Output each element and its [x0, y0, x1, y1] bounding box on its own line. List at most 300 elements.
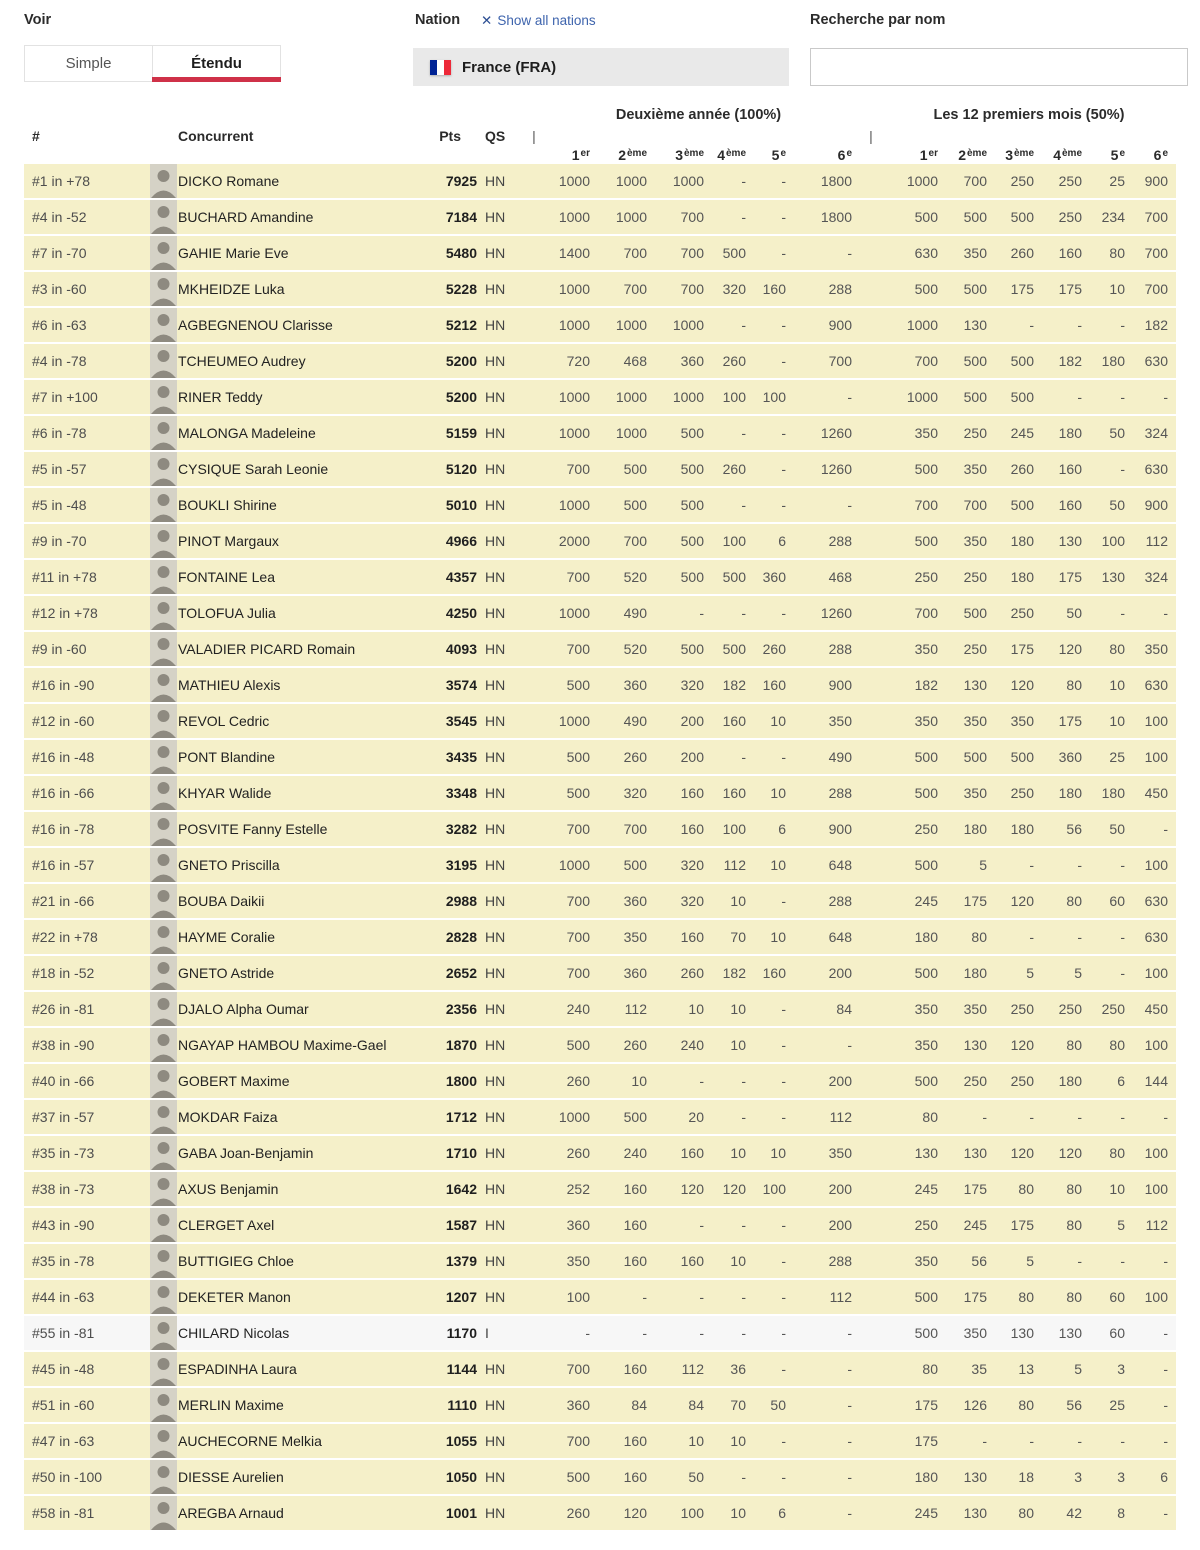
athlete-photo[interactable]	[150, 164, 177, 198]
first-12-months-result: 180	[963, 965, 987, 981]
athlete-rank: #16 in -90	[32, 677, 95, 693]
first-12-months-result: 130	[963, 1505, 987, 1521]
athlete-rank: #21 in -66	[32, 893, 95, 909]
first-12-months-result: -	[1077, 317, 1082, 333]
second-year-result: -	[781, 1361, 786, 1377]
second-year-result: 100	[762, 389, 786, 405]
athlete-photo[interactable]	[150, 884, 177, 918]
first-12-months-result: 250	[1010, 1073, 1034, 1089]
points-value: 5212	[445, 317, 477, 333]
table-row[interactable]	[24, 848, 1176, 882]
athlete-name[interactable]: DEKETER Manon	[178, 1289, 291, 1305]
first-12-months-result: 80	[1066, 1289, 1082, 1305]
qs-value: HN	[485, 425, 506, 441]
table-row[interactable]	[24, 1028, 1176, 1062]
first-12-months-result: 350	[1144, 641, 1168, 657]
first-12-months-result: 35	[971, 1361, 987, 1377]
points-value: 4357	[445, 569, 477, 585]
first-12-months-result: 175	[1058, 281, 1082, 297]
second-year-result: -	[781, 461, 786, 477]
athlete-name[interactable]: DICKO Romane	[178, 173, 280, 189]
table-row[interactable]	[24, 308, 1176, 342]
points-value: 3435	[445, 749, 477, 765]
table-row[interactable]	[24, 344, 1176, 378]
first-12-months-result: 630	[1144, 461, 1168, 477]
filter-bar	[0, 0, 1200, 104]
athlete-rank: #6 in -78	[32, 425, 87, 441]
table-row[interactable]	[24, 1244, 1176, 1278]
table-row[interactable]	[24, 920, 1176, 954]
first-12-months-result: 350	[914, 1253, 938, 1269]
first-12-months-result: 260	[1010, 245, 1034, 261]
athlete-photo[interactable]	[150, 1136, 177, 1170]
second-year-result: 260	[623, 749, 647, 765]
athlete-name[interactable]: CHILARD Nicolas	[178, 1325, 290, 1341]
second-year-result: 1000	[615, 173, 647, 189]
athlete-photo[interactable]	[150, 1316, 177, 1350]
table-row[interactable]	[24, 416, 1176, 450]
athlete-name[interactable]: BOUBA Daikii	[178, 893, 265, 909]
athlete-photo[interactable]	[150, 992, 177, 1026]
column-header-pts: Pts	[439, 127, 461, 144]
second-year-result: 1800	[820, 209, 852, 225]
first-12-months-result: -	[1163, 1325, 1168, 1341]
first-12-months-result: -	[1077, 1109, 1082, 1125]
second-year-result: 6	[778, 821, 786, 837]
second-year-result: 700	[623, 821, 647, 837]
second-year-result: 10	[770, 1145, 786, 1161]
table-row[interactable]	[24, 1136, 1176, 1170]
first-12-months-result: 50	[1109, 821, 1125, 837]
second-year-result: 240	[680, 1037, 704, 1053]
athlete-photo[interactable]	[150, 344, 177, 378]
first-12-months-result: 80	[1109, 641, 1125, 657]
second-year-result: -	[781, 605, 786, 621]
second-year-result: 1000	[558, 605, 590, 621]
athlete-rank: #5 in -57	[32, 461, 87, 477]
athlete-photo[interactable]	[150, 848, 177, 882]
second-year-result: 1260	[820, 425, 852, 441]
table-row[interactable]	[24, 236, 1176, 270]
group-header-first-12-months: Les 12 premiers mois (50%)	[933, 107, 1125, 123]
second-year-result: 468	[623, 353, 647, 369]
first-12-months-result: 245	[914, 1181, 938, 1197]
athlete-name[interactable]: MATHIEU Alexis	[178, 677, 281, 693]
first-12-months-result: 80	[922, 1109, 938, 1125]
points-value: 1587	[445, 1217, 477, 1233]
points-value: 3195	[445, 857, 477, 873]
table-row[interactable]	[24, 524, 1176, 558]
qs-value: HN	[485, 461, 506, 477]
second-year-result: 1000	[615, 209, 647, 225]
points-value: 1710	[445, 1145, 477, 1161]
athlete-photo[interactable]	[150, 452, 177, 486]
first-12-months-result: 700	[914, 353, 938, 369]
second-year-result: 360	[566, 1217, 590, 1233]
athlete-name[interactable]: REVOL Cedric	[178, 713, 270, 729]
show-all-nations-link[interactable]	[481, 13, 596, 29]
second-year-result: 100	[722, 533, 746, 549]
second-year-result: -	[741, 1325, 746, 1341]
second-year-result: -	[699, 1325, 704, 1341]
first-12-months-result: 500	[914, 1325, 938, 1341]
second-year-result: 1000	[558, 857, 590, 873]
second-year-result: 160	[623, 1217, 647, 1233]
qs-value: HN	[485, 1181, 506, 1197]
athlete-rank: #22 in +78	[32, 929, 98, 945]
athlete-photo[interactable]	[150, 1172, 177, 1206]
athlete-name[interactable]: AREGBA Arnaud	[178, 1505, 284, 1521]
athlete-photo[interactable]	[150, 1064, 177, 1098]
athlete-name[interactable]: TOLOFUA Julia	[178, 605, 276, 621]
athlete-name[interactable]: POSVITE Fanny Estelle	[178, 821, 328, 837]
second-year-result: -	[699, 605, 704, 621]
athlete-name[interactable]: HAYME Coralie	[178, 929, 275, 945]
second-year-result: 160	[623, 1433, 647, 1449]
second-year-result: 260	[623, 1037, 647, 1053]
athlete-name[interactable]: DIESSE Aurelien	[178, 1469, 284, 1485]
athlete-name[interactable]: MOKDAR Faiza	[178, 1109, 278, 1125]
tab-etendu[interactable]: Étendu	[153, 45, 281, 82]
second-year-result: 320	[680, 677, 704, 693]
athlete-rank: #16 in -48	[32, 749, 95, 765]
second-year-result: 1000	[558, 209, 590, 225]
table-row[interactable]	[24, 1064, 1176, 1098]
first-12-months-result: -	[1077, 857, 1082, 873]
athlete-name[interactable]: VALADIER PICARD Romain	[178, 641, 356, 657]
athlete-rank: #16 in -66	[32, 785, 95, 801]
athlete-rank: #11 in +78	[32, 569, 97, 585]
second-year-result: 100	[566, 1289, 590, 1305]
table-row[interactable]	[24, 1388, 1176, 1422]
athlete-name[interactable]: NGAYAP HAMBOU Maxime-Gael	[178, 1037, 387, 1053]
first-12-months-result: 175	[1010, 641, 1034, 657]
table-row[interactable]	[24, 200, 1176, 234]
first-12-months-result: 10	[1109, 713, 1125, 729]
table-row[interactable]	[24, 1352, 1176, 1386]
athlete-photo[interactable]	[150, 812, 177, 846]
first-12-months-result: 245	[914, 893, 938, 909]
first-12-months-result: 180	[1058, 785, 1082, 801]
second-year-result: 700	[566, 965, 590, 981]
nation-selector[interactable]	[413, 48, 789, 86]
athlete-photo[interactable]	[150, 272, 177, 306]
table-row[interactable]	[24, 1316, 1176, 1350]
first-12-months-result: 3	[1117, 1469, 1125, 1485]
athlete-name[interactable]: AXUS Benjamin	[178, 1181, 279, 1197]
second-year-result: 700	[566, 821, 590, 837]
table-row[interactable]	[24, 1100, 1176, 1134]
second-year-result: 900	[828, 821, 852, 837]
athlete-photo[interactable]	[150, 1208, 177, 1242]
second-year-result: 700	[680, 245, 704, 261]
second-year-result: 520	[623, 569, 647, 585]
athlete-name[interactable]: BOUKLI Shirine	[178, 497, 277, 513]
points-value: 4966	[445, 533, 477, 549]
points-value: 1001	[445, 1505, 477, 1521]
qs-value: I	[485, 1325, 489, 1341]
table-row[interactable]	[24, 452, 1176, 486]
athlete-photo[interactable]	[150, 740, 177, 774]
second-year-result: -	[642, 1289, 647, 1305]
first-12-months-result: 250	[1010, 605, 1034, 621]
first-12-months-result: 175	[963, 893, 987, 909]
athlete-name[interactable]: FONTAINE Lea	[178, 569, 275, 585]
search-input[interactable]	[810, 48, 1188, 86]
first-12-months-result: 130	[1058, 533, 1082, 549]
second-year-result: -	[781, 245, 786, 261]
athlete-name[interactable]: KHYAR Walide	[178, 785, 272, 801]
second-year-result: 500	[566, 785, 590, 801]
athlete-photo[interactable]	[150, 956, 177, 990]
points-value: 5200	[445, 353, 477, 369]
athlete-photo[interactable]	[150, 1100, 177, 1134]
athlete-rank: #58 in -81	[32, 1505, 95, 1521]
athlete-name[interactable]: GOBERT Maxime	[178, 1073, 290, 1089]
first-12-months-result: 250	[963, 641, 987, 657]
second-year-result: -	[781, 1289, 786, 1305]
athlete-photo[interactable]	[150, 524, 177, 558]
first-12-months-result: 182	[1058, 353, 1082, 369]
table-row[interactable]	[24, 884, 1176, 918]
second-year-result: 160	[623, 1469, 647, 1485]
first-12-months-result: 25	[1109, 749, 1125, 765]
qs-value: HN	[485, 209, 506, 225]
athlete-name[interactable]: GAHIE Marie Eve	[178, 245, 289, 261]
second-year-result: 84	[836, 1001, 852, 1017]
tab-simple[interactable]: Simple	[24, 45, 153, 82]
first-12-months-result: 180	[1010, 569, 1034, 585]
table-row[interactable]	[24, 1424, 1176, 1458]
first-12-months-result: 500	[914, 965, 938, 981]
athlete-photo[interactable]	[150, 1028, 177, 1062]
athlete-name[interactable]: ESPADINHA Laura	[178, 1361, 297, 1377]
athlete-photo[interactable]	[150, 632, 177, 666]
athlete-name[interactable]: MKHEIDZE Luka	[178, 281, 285, 297]
athlete-name[interactable]: BUCHARD Amandine	[178, 209, 314, 225]
table-row[interactable]	[24, 1208, 1176, 1242]
second-year-result: -	[781, 1109, 786, 1125]
second-year-result: 700	[566, 1361, 590, 1377]
second-year-result: -	[847, 389, 852, 405]
table-row[interactable]	[24, 380, 1176, 414]
points-value: 7925	[445, 173, 477, 189]
points-value: 3545	[445, 713, 477, 729]
table-row[interactable]	[24, 560, 1176, 594]
first-12-months-result: 80	[1109, 1037, 1125, 1053]
first-12-months-result: 175	[1058, 569, 1082, 585]
qs-value: HN	[485, 1397, 506, 1413]
table-row[interactable]	[24, 668, 1176, 702]
table-row[interactable]	[24, 740, 1176, 774]
first-12-months-result: 500	[963, 353, 987, 369]
athlete-name[interactable]: AGBEGNENOU Clarisse	[178, 317, 333, 333]
athlete-name[interactable]: GABA Joan-Benjamin	[178, 1145, 314, 1161]
first-12-months-result: 42	[1066, 1505, 1082, 1521]
athlete-rank: #47 in -63	[32, 1433, 95, 1449]
first-12-months-result: 80	[1018, 1289, 1034, 1305]
first-12-months-result: 130	[914, 1145, 938, 1161]
second-year-result: 10	[688, 1001, 704, 1017]
first-12-months-result: 100	[1101, 533, 1125, 549]
table-row[interactable]	[24, 488, 1176, 522]
second-year-result: 10	[770, 857, 786, 873]
qs-value: HN	[485, 749, 506, 765]
table-row[interactable]	[24, 776, 1176, 810]
table-row[interactable]	[24, 1280, 1176, 1314]
second-year-result: 700	[623, 533, 647, 549]
table-row[interactable]	[24, 1460, 1176, 1494]
qs-value: HN	[485, 1037, 506, 1053]
first-12-months-result: 25	[1109, 173, 1125, 189]
athlete-photo[interactable]	[150, 1280, 177, 1314]
points-value: 1055	[445, 1433, 477, 1449]
second-year-result: 490	[623, 713, 647, 729]
athlete-rank: #35 in -78	[32, 1253, 95, 1269]
athlete-photo[interactable]	[150, 560, 177, 594]
second-year-result: -	[781, 1253, 786, 1269]
first-12-months-result: 324	[1144, 425, 1168, 441]
athlete-photo[interactable]	[150, 776, 177, 810]
athlete-rank: #6 in -63	[32, 317, 87, 333]
second-year-result: -	[781, 317, 786, 333]
table-row[interactable]	[24, 632, 1176, 666]
athlete-name[interactable]: MERLIN Maxime	[178, 1397, 284, 1413]
second-year-result: 50	[688, 1469, 704, 1485]
second-year-result: 240	[566, 1001, 590, 1017]
qs-value: HN	[485, 533, 506, 549]
athlete-photo[interactable]	[150, 416, 177, 450]
points-value: 2988	[445, 893, 477, 909]
athlete-name[interactable]: MALONGA Madeleine	[178, 425, 316, 441]
second-year-result: 160	[680, 1253, 704, 1269]
athlete-photo[interactable]	[150, 1424, 177, 1458]
athlete-photo[interactable]	[150, 308, 177, 342]
qs-value: HN	[485, 1433, 506, 1449]
athlete-photo[interactable]	[150, 1496, 177, 1530]
second-year-result: 500	[680, 569, 704, 585]
first-12-months-result: 250	[1101, 1001, 1125, 1017]
qs-value: HN	[485, 821, 506, 837]
qs-value: HN	[485, 389, 506, 405]
second-year-result: -	[741, 1109, 746, 1125]
second-year-result: 500	[680, 497, 704, 513]
first-12-months-result: 350	[963, 1325, 987, 1341]
second-year-result: 720	[566, 353, 590, 369]
athlete-name[interactable]: GNETO Astride	[178, 965, 275, 981]
athlete-photo[interactable]	[150, 380, 177, 414]
athlete-name[interactable]: CYSIQUE Sarah Leonie	[178, 461, 329, 477]
table-row[interactable]	[24, 956, 1176, 990]
athlete-rank: #4 in -78	[32, 353, 87, 369]
second-year-result: 1000	[558, 1109, 590, 1125]
athlete-photo[interactable]	[150, 668, 177, 702]
first-12-months-result: 245	[1010, 425, 1034, 441]
second-year-result: 260	[722, 461, 746, 477]
athlete-name[interactable]: RINER Teddy	[178, 389, 263, 405]
first-12-months-result: 13	[1018, 1361, 1034, 1377]
athlete-photo[interactable]	[150, 200, 177, 234]
athlete-name[interactable]: PONT Blandine	[178, 749, 276, 765]
first-12-months-result: 5	[979, 857, 987, 873]
column-header-year-1er: 1er	[571, 146, 590, 163]
athlete-name[interactable]: PINOT Margaux	[178, 533, 279, 549]
athlete-name[interactable]: GNETO Priscilla	[178, 857, 280, 873]
first-12-months-result: 250	[1010, 1001, 1034, 1017]
athlete-photo[interactable]	[150, 488, 177, 522]
athlete-photo[interactable]	[150, 1460, 177, 1494]
table-row[interactable]	[24, 596, 1176, 630]
table-row[interactable]	[24, 1496, 1176, 1530]
qs-value: HN	[485, 965, 506, 981]
first-12-months-result: 130	[1058, 1325, 1082, 1341]
athlete-name[interactable]: TCHEUMEO Audrey	[178, 353, 306, 369]
first-12-months-result: 630	[1144, 353, 1168, 369]
athlete-photo[interactable]	[150, 596, 177, 630]
second-year-result: -	[781, 209, 786, 225]
first-12-months-result: 1000	[906, 389, 938, 405]
first-12-months-result: 500	[914, 281, 938, 297]
first-12-months-result: 120	[1010, 1145, 1034, 1161]
second-year-result: 700	[566, 569, 590, 585]
second-year-result: -	[699, 1289, 704, 1305]
athlete-photo[interactable]	[150, 1352, 177, 1386]
second-year-result: -	[741, 605, 746, 621]
first-12-months-result: 80	[922, 1361, 938, 1377]
athlete-rank: #38 in -90	[32, 1037, 95, 1053]
second-year-result: 500	[680, 425, 704, 441]
second-year-result: 1000	[558, 497, 590, 513]
nation-selected-label: France (FRA)	[462, 58, 557, 76]
first-12-months-result: 5	[1117, 1217, 1125, 1233]
first-12-months-result: 80	[1109, 1145, 1125, 1161]
points-value: 5480	[445, 245, 477, 261]
athlete-name[interactable]: AUCHECORNE Melkia	[178, 1433, 322, 1449]
athlete-photo[interactable]	[150, 236, 177, 270]
second-year-result: 100	[722, 389, 746, 405]
table-row[interactable]	[24, 812, 1176, 846]
athlete-photo[interactable]	[150, 1388, 177, 1422]
points-value: 1800	[445, 1073, 477, 1089]
qs-value: HN	[485, 605, 506, 621]
second-year-result: 10	[730, 1037, 746, 1053]
table-row[interactable]	[24, 164, 1176, 198]
athlete-photo[interactable]	[150, 1244, 177, 1278]
table-row[interactable]	[24, 704, 1176, 738]
column-header-months-1er: 1er	[919, 146, 938, 163]
athlete-name[interactable]: CLERGET Axel	[178, 1217, 275, 1233]
first-12-months-result: 80	[1066, 893, 1082, 909]
first-12-months-result: 80	[1066, 1181, 1082, 1197]
athlete-name[interactable]: BUTTIGIEG Chloe	[178, 1253, 294, 1269]
athlete-photo[interactable]	[150, 920, 177, 954]
second-year-result: 360	[680, 353, 704, 369]
first-12-months-result: 180	[1101, 353, 1125, 369]
first-12-months-result: 500	[963, 209, 987, 225]
table-row[interactable]	[24, 272, 1176, 306]
first-12-months-result: 500	[1010, 353, 1034, 369]
athlete-name[interactable]: DJALO Alpha Oumar	[178, 1001, 309, 1017]
ranking-table	[24, 104, 1176, 1530]
second-year-result: 1000	[558, 425, 590, 441]
table-row[interactable]	[24, 1172, 1176, 1206]
table-row[interactable]	[24, 992, 1176, 1026]
athlete-photo[interactable]	[150, 704, 177, 738]
second-year-result: -	[781, 1073, 786, 1089]
first-12-months-result: -	[1029, 1433, 1034, 1449]
first-12-months-result: 250	[963, 569, 987, 585]
first-12-months-result: 80	[1018, 1397, 1034, 1413]
